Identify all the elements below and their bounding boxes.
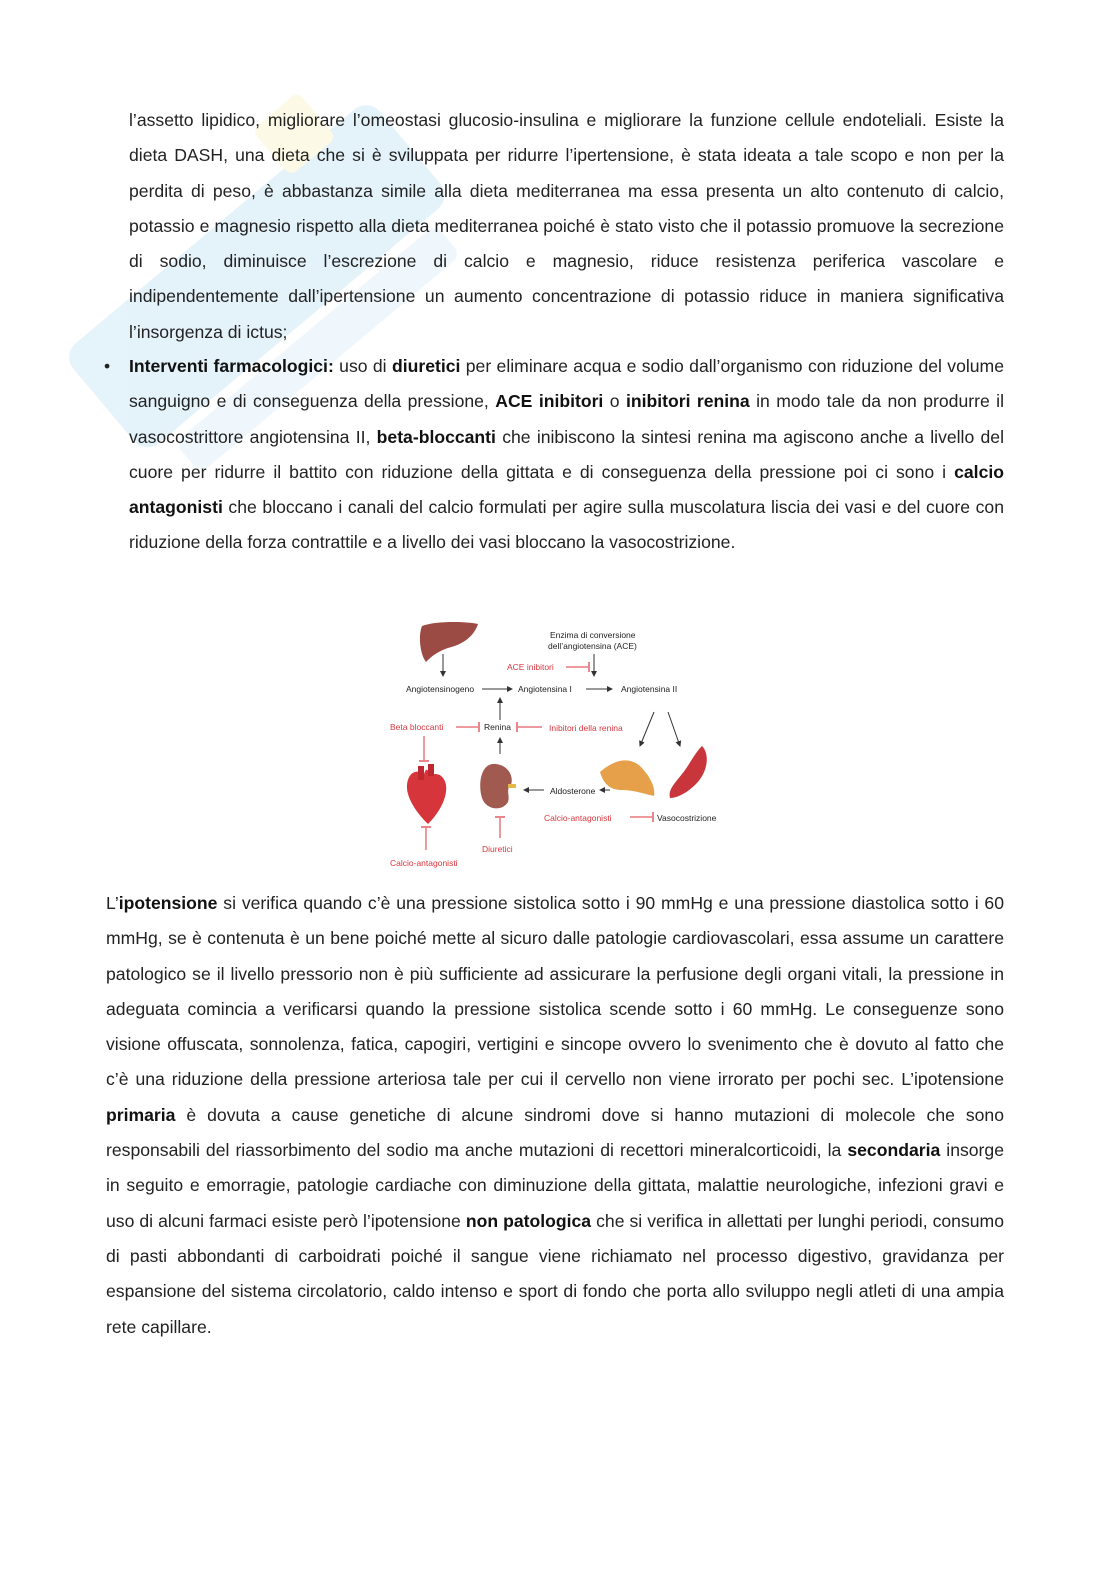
adrenal-gland-icon [600, 760, 654, 796]
term-diuretici: diuretici [391, 356, 461, 376]
paragraph-dash-diet: l’assetto lipidico, migliorare l’omeostasi glucosio-insulina e migliorare la funzione cellule endoteliali. Esiste la dieta DASH, una dieta che si è sviluppata per ridurre l’ipertensione, è stata ideata a tale scopo e non per la perdita di peso, è abbastanza simile alla dieta mediterranea ma essa presenta un alto contenuto di calcio, potassio e magnesio rispetto alla dieta mediterranea poiché è stato visto che il potassio promuove la secrezione di sodio, diminuisce l’escrezione di calcio e magnesio, riduce resistenza periferica vascolare e indipendentemente dall’ipertensione un aumento concentrazione di potassio riduce in maniera significativa l’insorgenza di ictus; [129, 110, 1004, 342]
paragraph-pharmacological: Interventi farmacologici: uso di diuretici per eliminare acqua e sodio dall’organismo con riduzione del volume sanguigno e di conseguenza della pressione, ACE inibitori o inibitori renina in modo tale da non produrre il vasocostrittore angiotensina II, beta-bloccanti che inibiscono la sintesi renina ma agiscono anche a livello del cuore per ridurre il battito con riduzione della gittata e di conseguenza della pressione poi ci sono i calcio antagonisti che bloccano i canali del calcio formulati per agire sulla muscolatura liscia dei vasi e del cuore con riduzione della forza contrattile e a livello dei vasi bloccano la vasocostrizione. [129, 356, 1005, 553]
term-primaria: primaria [106, 1104, 176, 1125]
term-non-patologica: non patologica [465, 1210, 592, 1231]
raas-diagram [378, 614, 738, 876]
term-beta-bloccanti: beta-bloccanti [376, 426, 496, 447]
angiotensin1-label: Angiotensina I [518, 684, 572, 694]
term-ipotensione: ipotensione [118, 893, 218, 913]
calcium-antagonists-right-label: Calcio-antagonisti [544, 813, 612, 823]
blood-vessel-icon [670, 746, 707, 798]
diuretics-label: Diuretici [482, 844, 513, 854]
renin-inhibitors-label: Inibitori della renina [549, 723, 623, 733]
liver-icon [420, 622, 478, 662]
heart-icon [407, 770, 446, 824]
calcium-antagonists-left-label: Calcio-antagonisti [390, 858, 458, 868]
angiotensin2-label: Angiotensina II [621, 684, 678, 694]
kidney-icon [480, 764, 512, 809]
aldosterone-label: Aldosterone [550, 786, 596, 796]
bullet-marker: • [104, 356, 111, 376]
term-calcio-antagonisti: calcio antagonisti [129, 461, 1004, 518]
beta-blockers-label: Beta bloccanti [390, 722, 444, 732]
ace-title-line2: dell’angiotensina (ACE) [548, 641, 637, 651]
term-inibitori-renina: inibitori renina [625, 391, 750, 412]
angiotensinogen-label: Angiotensinogeno [406, 684, 475, 694]
paragraph-hypotension: L’ipotensione si verifica quando c’è una pressione sistolica sotto i 90 mmHg e una pressione diastolica sotto i 60 mmHg, se è contenuta è un bene poiché mette al sicuro dalle patologie cardiovascolari, essa assume un carattere patologico se il livello pressorio non è più sufficiente ad assicurare la perfusione degli organi vitali, la pressione in adeguata comincia a verificarsi quando la pressione sistolica scende sotto i 60 mmHg. Le conseguenze sono visione offuscata, sonnolenza, fatica, capogiri, vertigini e sincope ovvero lo svenimento che è dovuto al fatto che c’è una riduzione della pressione arteriosa tale per cui il cervello non viene irrorato per pochi sec. L’ipotensione primaria è dovuta a cause genetiche di alcune sindromi dove si hanno mutazioni di molecole che sono responsabili del riassorbimento del sodio ma anche mutazioni di recettori mineralcorticoidi, la secondaria insorge in seguito e emorragie, patologie cardiache con diminuzione della gittata, malattie neurologiche, infezioni gravi e uso di alcuni farmaci esiste però l’ipotensione non patologica che si verifica in allettati per lunghi periodi, consumo di pasti abbondanti di carboidrati poiché il sangue viene richiamato nel processo digestivo, gravidanza per espansione del sistema circolatorio, caldo intenso e sport di fondo che porta allo sviluppo negli atleti di una ampia rete capillare. [106, 893, 1004, 1337]
term-ace-inibitori: ACE inibitori [495, 391, 604, 412]
ace-title-line1: Enzima di conversione [550, 630, 636, 640]
term-secondaria: secondaria [847, 1140, 941, 1161]
term-interventi-farmacologici: Interventi farmacologici: [129, 356, 334, 376]
ace-inhibitors-label: ACE inibitori [507, 662, 554, 672]
renin-label: Renina [484, 722, 511, 732]
vasoconstriction-label: Vasocostrizione [657, 813, 717, 823]
